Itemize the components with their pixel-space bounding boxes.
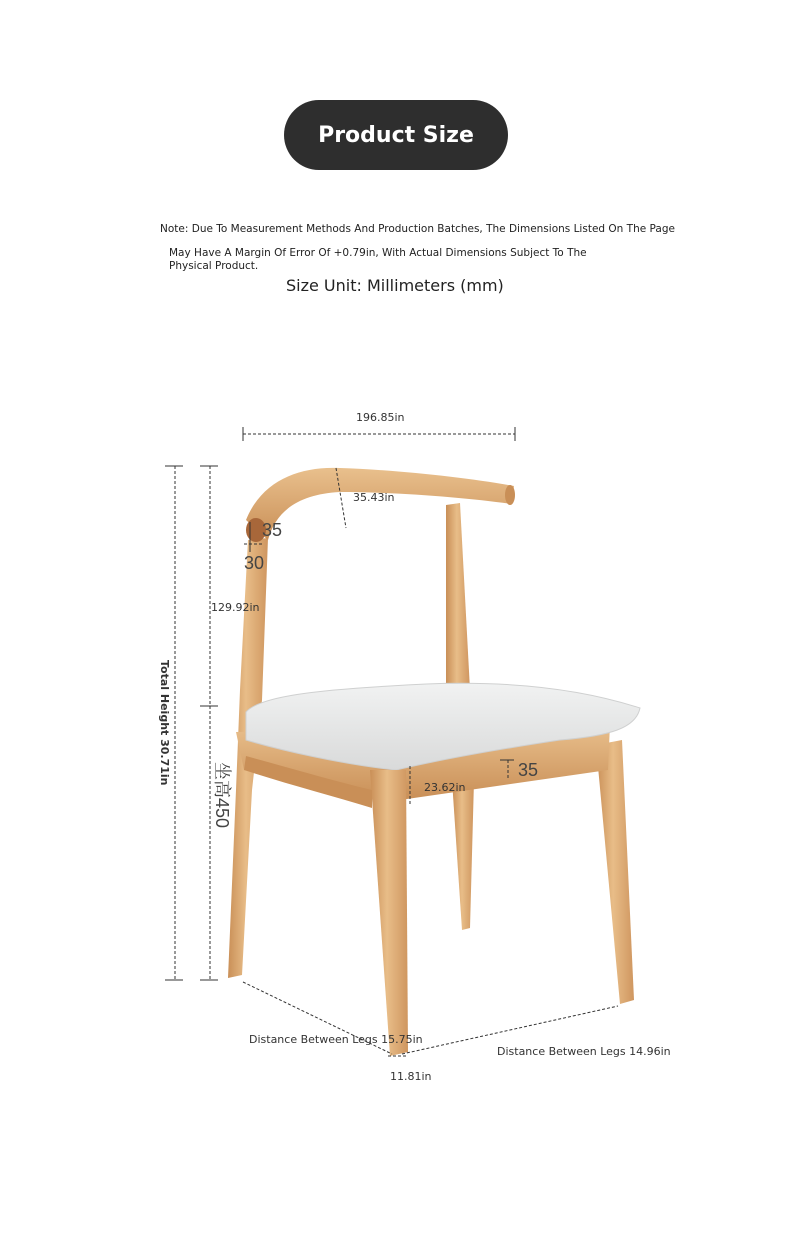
total-height-label: Total Height 30.71in [158, 660, 171, 786]
side-legs-label: Distance Between Legs 15.75in [249, 1033, 423, 1046]
note-line-1: Note: Due To Measurement Methods And Production Batches, The Dimensions Listed On The Page [160, 223, 675, 235]
back-right-leg [452, 780, 474, 930]
note-line-3: Physical Product. [169, 260, 259, 272]
note-line-2: May Have A Margin Of Error Of +0.79in, With Actual Dimensions Subject To The [169, 247, 587, 259]
seat-thickness-label: 35 [518, 760, 539, 780]
top-rail-right-cap [505, 485, 515, 505]
chair-image [228, 468, 640, 1056]
front-left-leg [370, 770, 408, 1056]
backrest-depth-label: 30 [244, 553, 265, 573]
seat-front-height-label: 23.62in [424, 781, 466, 794]
backrest-thickness-label: 35 [262, 520, 283, 540]
product-size-title: Product Size [284, 100, 508, 170]
backrest-height-label: 35.43in [353, 491, 395, 504]
front-legs-label: Distance Between Legs 14.96in [497, 1045, 671, 1058]
size-unit-label: Size Unit: Millimeters (mm) [286, 276, 504, 295]
seat-height-label: 坐高450 [212, 762, 232, 829]
leg-thickness-label: 11.81in [390, 1070, 432, 1083]
total-width-label: 196.85in [356, 411, 405, 424]
back-upright-right [446, 503, 470, 692]
front-right-leg [596, 740, 634, 1004]
back-height-label: 129.92in [211, 601, 260, 614]
